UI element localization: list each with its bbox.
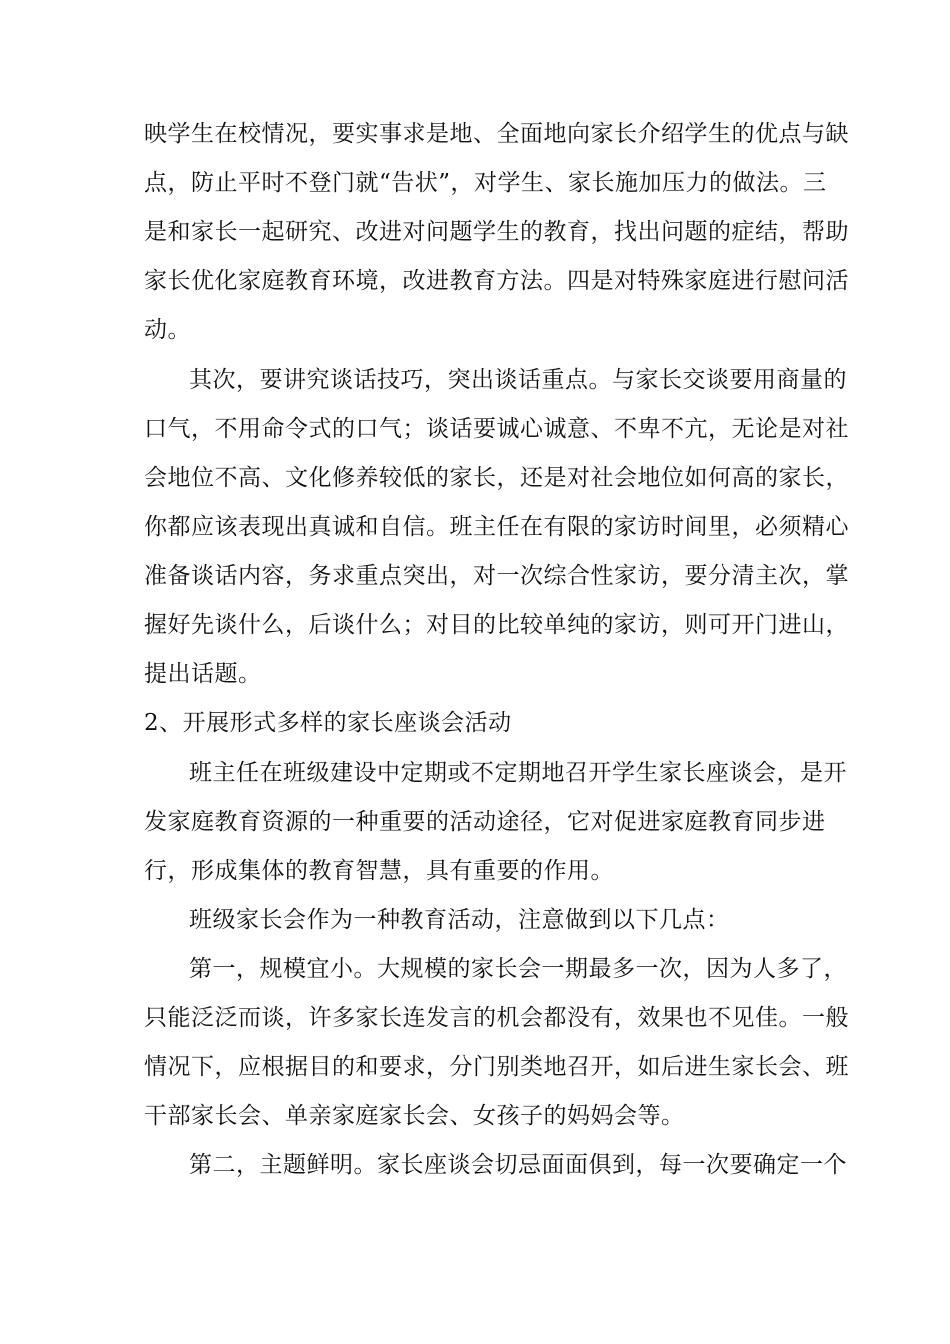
text-line: 行，形成集体的教育智慧，具有重要的作用。 <box>144 858 614 884</box>
text-line: 握好先谈什么，后谈什么；对目的比较单纯的家访，则可开门进山， <box>144 612 849 638</box>
text-line: 提出话题。 <box>144 661 262 687</box>
text-line: 点，防止平时不登门就“告状”，对学生、家长施加压力的做法。三 <box>144 170 827 196</box>
text-line: 情况下，应根据目的和要求，分门别类地召开，如后进生家长会、班 <box>144 1054 849 1080</box>
section-heading: 2、开展形式多样的家长座谈会活动 <box>144 710 512 736</box>
text-line: 发家庭教育资源的一种重要的活动途径，它对促进家庭教育同步进 <box>144 809 826 835</box>
text-line: 只能泛泛而谈，许多家长连发言的机会都没有，效果也不见佳。一般 <box>144 1005 849 1031</box>
text-line: 会地位不高、文化修养较低的家长，还是对社会地位如何高的家长， <box>144 465 849 491</box>
text-line: 你都应该表现出真诚和自信。班主任在有限的家访时间里，必须精心 <box>144 514 849 540</box>
paragraph-first-line: 第一，规模宜小。大规模的家长会一期最多一次，因为人多了， <box>189 956 847 982</box>
text-line: 家长优化家庭教育环境，改进教育方法。四是对特殊家庭进行慰问活 <box>144 268 849 294</box>
paragraph-first-line: 班级家长会作为一种教育活动，注意做到以下几点： <box>189 907 730 933</box>
text-line: 动。 <box>144 317 191 343</box>
paragraph-first-line: 其次，要讲究谈话技巧，突出谈话重点。与家长交谈要用商量的 <box>189 367 847 393</box>
text-line: 是和家长一起研究、改进对问题学生的教育，找出问题的症结，帮助 <box>144 219 849 245</box>
text-line: 准备谈话内容，务求重点突出，对一次综合性家访，要分清主次，掌 <box>144 563 849 589</box>
text-line: 口气，不用命令式的口气；谈话要诚心诚意、不卑不亢，无论是对社 <box>144 416 849 442</box>
paragraph-first-line: 第二，主题鲜明。家长座谈会切忌面面俱到，每一次要确定一个 <box>189 1152 847 1178</box>
text-line: 干部家长会、单亲家庭家长会、女孩子的妈妈会等。 <box>144 1103 685 1129</box>
text-line: 映学生在校情况，要实事求是地、全面地向家长介绍学生的优点与缺 <box>144 121 849 147</box>
paragraph-first-line: 班主任在班级建设中定期或不定期地召开学生家长座谈会，是开 <box>189 760 847 786</box>
